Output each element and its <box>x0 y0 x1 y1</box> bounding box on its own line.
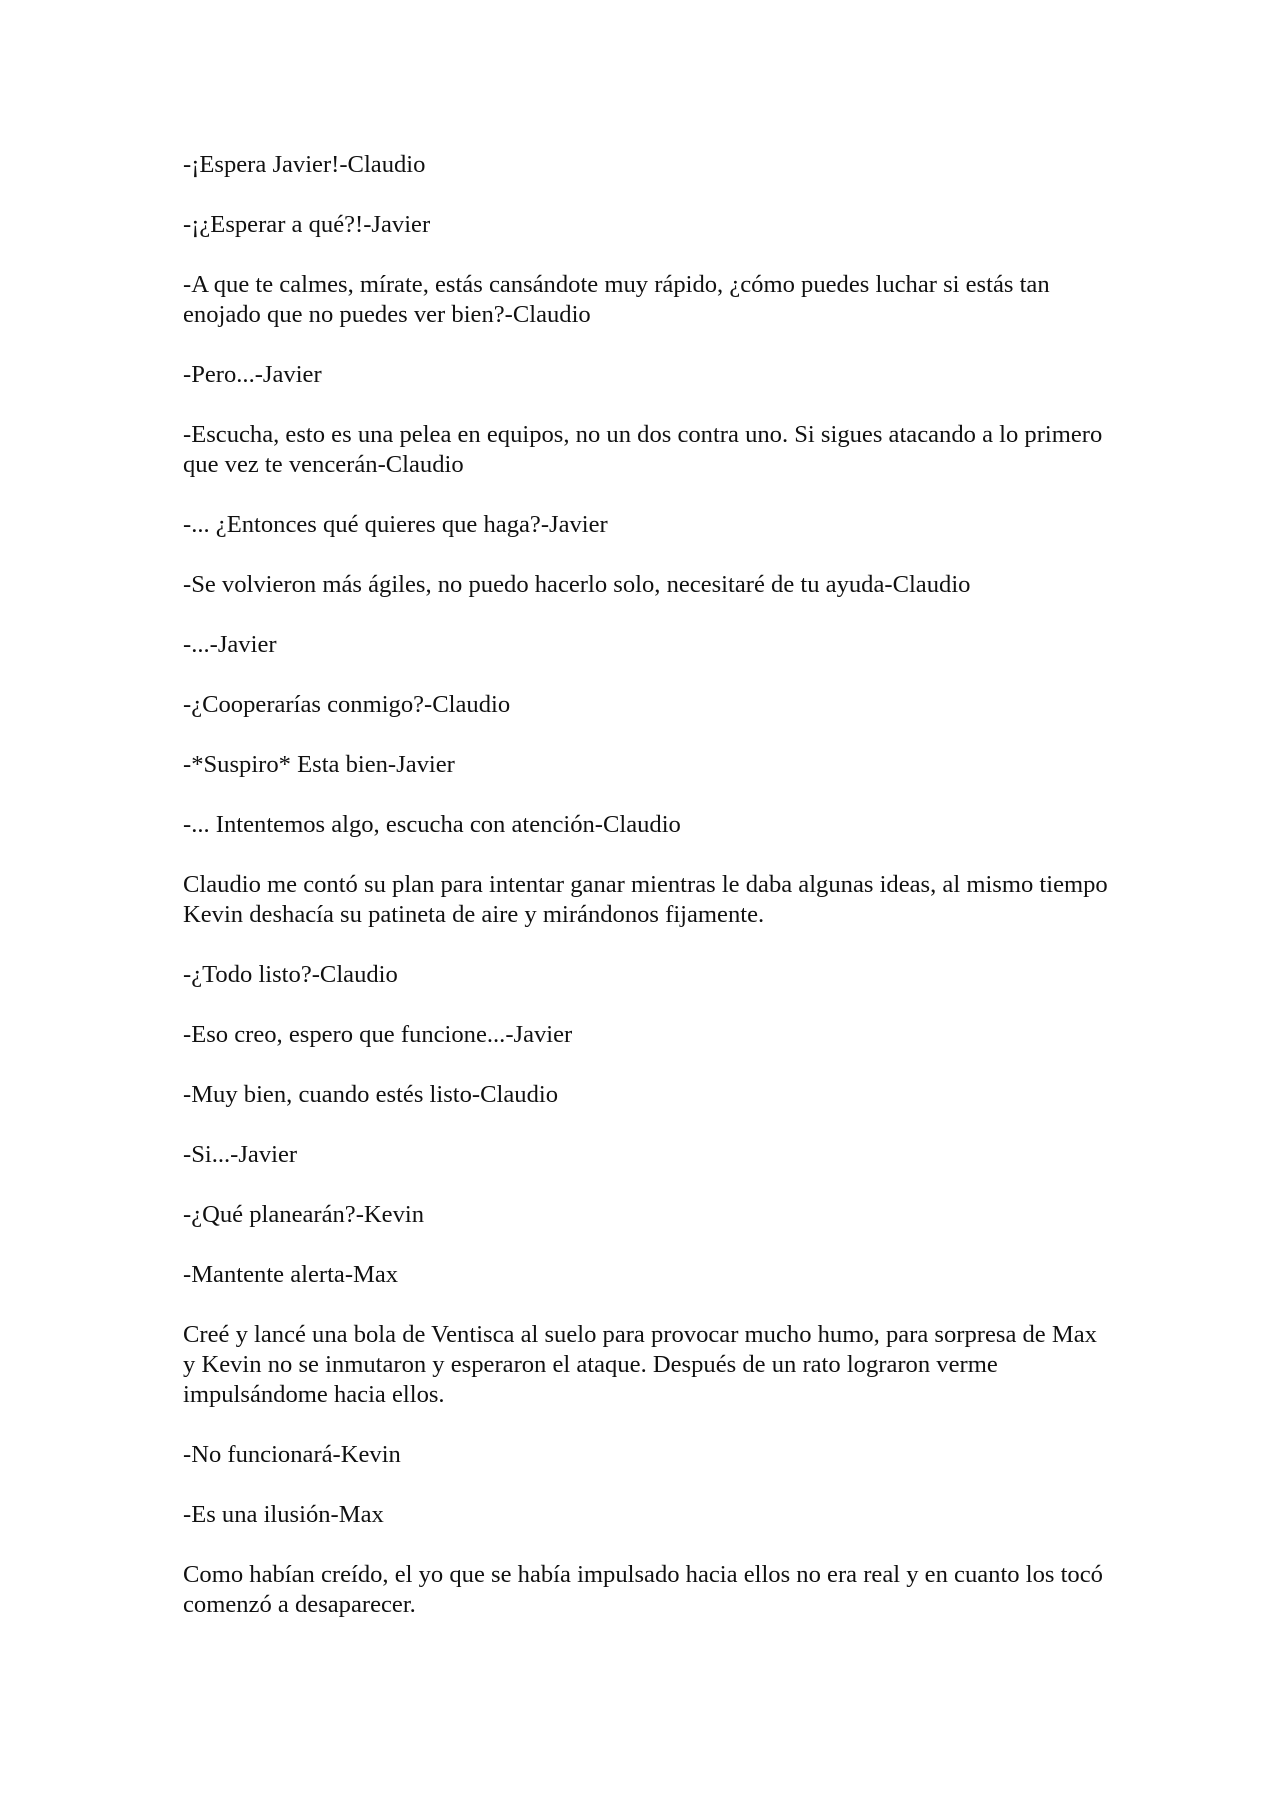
dialogue-line: -Mantente alerta-Max <box>183 1261 399 1288</box>
dialogue-line: -¿Cooperarías conmigo?-Claudio <box>183 691 511 718</box>
dialogue-line: -Eso creo, espero que funcione...-Javier <box>183 1021 573 1048</box>
dialogue-line: -Es una ilusión-Max <box>183 1501 384 1528</box>
dialogue-line: -Pero...-Javier <box>183 361 322 388</box>
dialogue-line: -No funcionará-Kevin <box>183 1441 401 1468</box>
dialogue-line: -*Suspiro* Esta bien-Javier <box>183 751 455 778</box>
dialogue-line: -¡¿Esperar a qué?!-Javier <box>183 211 431 238</box>
dialogue-line: -¿Qué planearán?-Kevin <box>183 1201 425 1228</box>
dialogue-line: -Muy bien, cuando estés listo-Claudio <box>183 1081 558 1108</box>
dialogue-line: -¿Todo listo?-Claudio <box>183 961 398 988</box>
dialogue-line: -Escucha, esto es una pelea en equipos, no un dos contra uno. Si sigues atacando a lo primero que vez te vencerán-Claudio <box>183 421 1103 478</box>
dialogue-line: -¡Espera Javier!-Claudio <box>183 151 426 178</box>
dialogue-line: -... ¿Entonces qué quieres que haga?-Javier <box>183 511 608 538</box>
narrative-paragraph: Creé y lancé una bola de Ventisca al suelo para provocar mucho humo, para sorpresa de Max y Kevin no se inmutaron y esperaron el ataque. Después de un rato lograron verme impulsándome hacia ellos. <box>183 1321 1097 1408</box>
dialogue-line: -A que te calmes, mírate, estás cansándote muy rápido, ¿cómo puedes luchar si estás tan enojado que no puedes ver bien?-Claudio <box>183 271 1050 328</box>
dialogue-line: -Si...-Javier <box>183 1141 298 1168</box>
story-text <box>183 150 1113 1650</box>
dialogue-line: -Se volvieron más ágiles, no puedo hacerlo solo, necesitaré de tu ayuda-Claudio <box>183 571 971 598</box>
dialogue-line: -...-Javier <box>183 631 277 658</box>
dialogue-line: -... Intentemos algo, escucha con atención-Claudio <box>183 811 681 838</box>
narrative-paragraph: Como habían creído, el yo que se había impulsado hacia ellos no era real y en cuanto los tocó comenzó a desaparecer. <box>183 1561 1103 1618</box>
narrative-paragraph: Claudio me contó su plan para intentar ganar mientras le daba algunas ideas, al mismo tiempo Kevin deshacía su patineta de aire y mirándonos fijamente. <box>183 871 1108 928</box>
